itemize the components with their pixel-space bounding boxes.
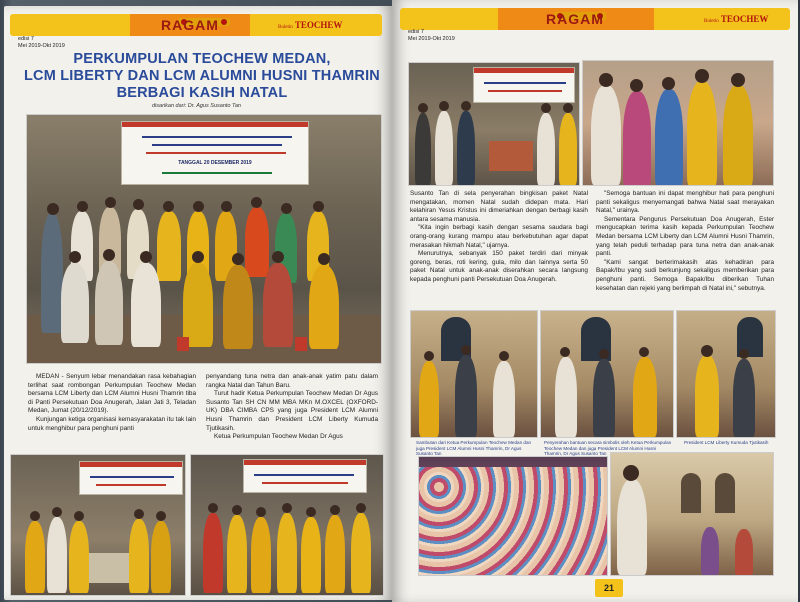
issue-info: edisi 7 Mei 2019-Okt 2019 [408,29,455,42]
person [537,113,555,185]
person [633,357,657,437]
article-body-column-2: penyandang tuna netra dan anak-anak yatim patu dalam rangka Natal dan Tahun Baru. Turut hadir Ketua Perkumpulan Teochew Medan Dr Agus Susanto Tan SH CN MM MBA MKn M.OXCEL (OXFORD-UK) DBA CIMBA CPS yang juga President LCM Alumni Husni Thamrin dan President LCM Liberty Kumuda Tjutikasih. Ketua Perkumpulan Teochew Medan Dr Agus [206,373,378,441]
person [723,85,753,186]
person [623,91,651,186]
byline: disarikan dari: Dr. Agus Susanto Tan [152,103,241,109]
event-banner [243,459,367,493]
person [183,263,213,347]
article-title: PERKUMPULAN TEOCHEW MEDAN, LCM LIBERTY DAN LCM ALUMNI HUSNI THAMRIN BERBAGI KASIH NATAL [24,51,380,101]
person [435,111,453,185]
person [47,517,67,593]
publication-name: Buletin TEOCHEW [704,14,769,24]
photo-caption: Penyerahan bantuan secara simbolis oleh Ketua Perkumpulan Teochew Medan dan juga President LCM Alumni Husni Thamrin, Dr Agus Susanto Tan [544,440,672,457]
person [455,355,477,437]
photo-volunteers-group [190,454,384,596]
photo-caption: President LCM Liberty Kumuda Tjutikasih [684,440,769,445]
person [41,213,63,333]
person [223,265,253,349]
person [309,265,339,349]
person [733,359,755,437]
article-body-column-1: MEDAN - Senyum lebar menandakan rasa kebahagian terlihat saat rombongan Perkumpulan Teochew Medan bersama LCM Liberty dan LCM Alumni Husni Thamrin tiba di Panti Persekutuan Doa Anugerah, Jalan Jati 3, Teladan Medan, Jumat (20/12/2019). Kunjungan ketiga organisasi kemasyarakatan itu tak lain untuk menghibur para penghuni panti [28,373,196,432]
photo-hall-guests [610,452,774,576]
section-title: RAGAM [546,11,604,27]
section-title: RAGAM [161,17,219,33]
group-photo [26,114,382,364]
person [69,521,89,593]
left-page [4,6,392,600]
person [157,211,181,281]
person [151,521,171,593]
page-number: 21 [595,579,623,597]
photo-president-liberty [676,310,776,438]
person [277,513,297,593]
person [593,359,615,437]
person [301,517,321,593]
issue-info: edisi 7 Mei 2019-Okt 2019 [18,36,65,49]
person [591,85,621,185]
person [559,113,577,185]
person [687,81,717,186]
person [25,521,45,593]
page-header [400,8,790,30]
person [251,517,271,593]
person [351,513,371,593]
banner-date: TANGGAL 20 DESEMBER 2019 [178,160,252,166]
event-banner [473,67,575,103]
person [695,355,719,437]
person [555,357,577,437]
person [61,263,89,343]
person [263,263,293,347]
photo-speech [410,310,538,438]
page-header [10,14,382,36]
article-body-column-4: "Semoga bantuan ini dapat menghibur hati para penghuni panti sekaligus menyemangati bahwa Natal saat merayakan Natal," urainya. Sementara Pengurus Persekutuan Doa Anugerah, Ester mengucapkan terima kasih kepada Perkumpulan Teochew Medan bersama LCM Liberty dan LCM Alumni Husni Thamrin, yang telah peduli terhadap para tuna netra dan anak-anak panti. "Kami sangat berterimakasih atas kehadiran para Bapak/Ibu yang sudi berkunjung sekaligus memberikan para penghuni panti. Semoga Bapak/Ibu diberikan Tuhan kesehatan dan rejeki yang berlimpah di Natal ini," sebutnya. [596,190,774,292]
photo-children-audience [418,456,608,576]
person [735,529,753,575]
photo-caption: Sambutan dari Ketua Perkumpulan Teochew Medan dan juga President LCM Alumni Husni Thamrin, Dr Agus Susanto Tan [416,440,532,457]
person [129,519,149,593]
photo-children-crowd [582,60,774,186]
photo-package-handover [408,62,580,186]
right-page [392,0,798,602]
event-banner [121,121,309,185]
person [701,527,719,575]
photo-symbolic-handover [540,310,674,438]
person [95,261,123,345]
person [131,263,161,347]
article-body-column-3: Susanto Tan di sela penyerahan bingkisan paket Natal mengatakan, momen Natal sudah didepan mata. Hari kelahiran Yesus Kristus ini dimeriahkan dengan berbagi kasih antara sesama manusia. "Kita ingin berbagi kasih dengan sesama saudara bagi orang-orang kurang mampu atau berkebutuhan agar dapat merasakan hikmah Natal," ujarnya. Menurutnya, sebanyak 150 paket terdiri dari minyak goreng, beras, roti kering, gula, milo dan lainnya serta 50 paket Natal untuk anak-anak diserahkan secara langsung kepada penghuni panti Persekutuan Doa Anugerah. [410,190,588,283]
person [227,515,247,593]
person [245,207,269,277]
publication-name: Buletin TEOCHEW [278,20,343,30]
person [203,513,223,593]
event-banner [79,461,183,495]
person [415,113,431,185]
photo-donation-packages [10,454,186,596]
person [457,111,475,185]
person [325,515,345,593]
person [617,479,647,575]
person [419,361,439,437]
person [655,89,683,186]
person [493,361,515,437]
